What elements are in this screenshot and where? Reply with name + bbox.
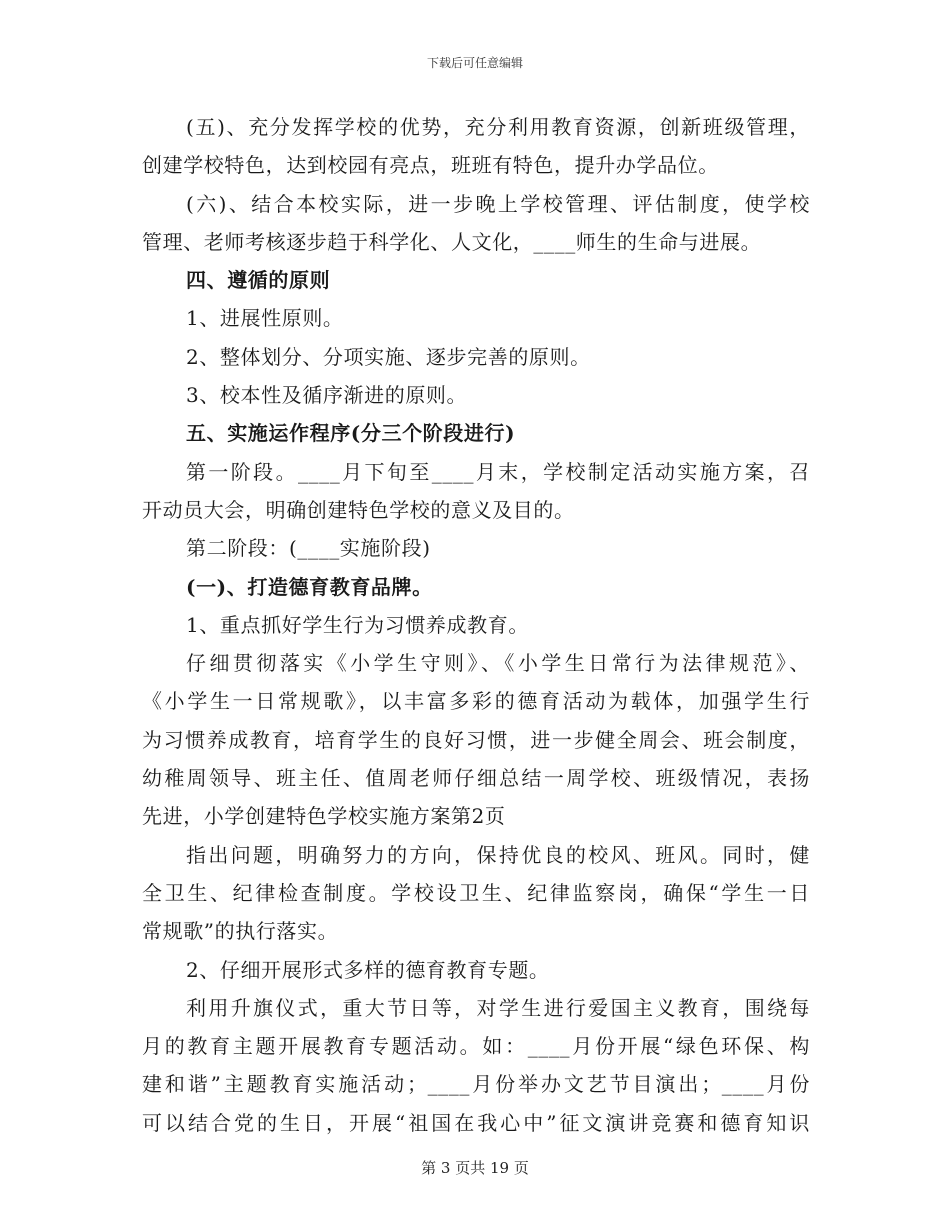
text-line: 指出问题，明确努力的方向，保持优良的校风、班风。同时，健 [186,842,810,867]
text-line: 常规歌”的执行落实。 [142,919,339,944]
text-line: 1、重点抓好学生行为习惯养成教育。 [186,612,529,637]
document-body [142,108,810,1142]
header-note: 下载后可任意编辑 [426,56,523,70]
text-line: 开动员大会，明确创建特色学校的意义及目的。 [142,497,575,522]
text-line: 仔细贯彻落实《小学生守则》、《小学生日常行为法律规范》、 [186,651,810,676]
text-line: 全卫生、纪律检查制度。学校设卫生、纪律监察岗，确保“学生一日 [142,880,810,905]
text-line: 2、整体划分、分项实施、逐步完善的原则。 [186,344,591,369]
text-line: (五)、充分发挥学校的优势，充分利用教育资源，创新班级管理， [186,115,810,139]
text-line: 利用升旗仪式，重大节日等，对学生进行爱国主义教育，围绕每 [186,995,810,1020]
text-line: 可以结合党的生日，开展“祖国在我心中”征文演讲竞赛和德育知识 [142,1110,810,1135]
text-line: 幼稚周领导、班主任、值周老师仔细总结一周学校、班级情况，表扬 [142,766,810,791]
text-line: 第一阶段。____月下旬至____月末，学校制定活动实施方案，召 [186,459,810,484]
section-heading: (一)、打造德育教育品牌。 [186,574,433,599]
text-line: 第二阶段：(____实施阶段) [186,536,431,561]
text-line: 2、仔细开展形式多样的德育教育专题。 [186,957,550,982]
text-line: 创建学校特色，达到校园有亮点，班班有特色，提升办学品位。 [142,153,719,178]
text-line: 先进，小学创建特色学校实施方案第2页 [142,804,506,829]
text-line: 《小学生一日常规歌》，以丰富多彩的德育活动为载体，加强学生行 [142,689,810,714]
text-line: 为习惯养成教育，培育学生的良好习惯，进一步健全周会、班会制度， [142,727,810,752]
text-line: 1、进展性原则。 [186,306,344,331]
text-line: (六)、结合本校实际，进一步晚上学校管理、评估制度，使学校 [186,191,810,216]
page-number: 第 3 页共 19 页 [421,1159,529,1177]
text-line: 月的教育主题开展教育专题活动。如：____月份开展“绿色环保、构 [142,1034,810,1059]
text-line: 建和谐”主题教育实施活动；____月份举办文艺节目演出；____月份 [142,1072,810,1097]
text-line: 管理、老师考核逐步趋于科学化、人文化，____师生的生命与进展。 [142,229,762,254]
text-line: 3、校本性及循序渐进的原则。 [186,383,468,408]
section-heading: 四、遵循的原则 [186,268,331,293]
section-heading: 五、实施运作程序(分三个阶段进行) [186,421,516,446]
